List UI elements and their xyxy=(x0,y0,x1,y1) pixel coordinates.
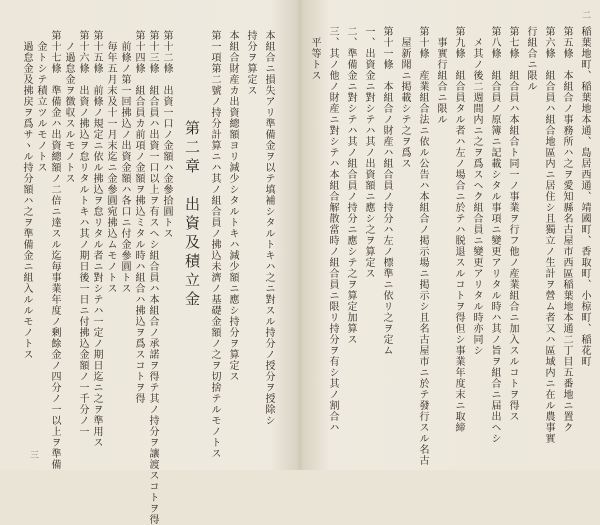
left-page xyxy=(0,0,298,525)
text-column: 第一項第二號ノ持分計算ニハ其ノ組合員ノ拂込未濟ノ基礎金額ノ之ヲ切捨テルモノトス xyxy=(209,30,220,459)
right-page-number: 二 xyxy=(582,11,592,21)
text-column: メ其ノ後二週間内ニ之ヲ爲スヘク組合員ニ變更アリタル時亦同シ xyxy=(471,26,482,356)
text-column: 第十三條 組合員ハ出資一口以上ヲ有スヘシ組合員ハ本組合ノ承諾ヲ得テ其ノ持分ヲ讓渡スコトヲ得 xyxy=(147,30,158,525)
text-column: 第八條 組合員ノ原簿ニ記載シタル事項ニ變更アリタル時ハ其ノ旨ヲ組合ニ届出ヘシ xyxy=(489,26,500,444)
text-column: ノ過怠金ヲ徴収スルモノトス xyxy=(63,30,74,184)
text-column: 二、準備金ニ對シテハ其ノ組合員ノ持分ニ應シテ之ヲ算定加算ス xyxy=(345,26,356,345)
text-column: 第十七條 準備金ハ出資總額ノ二倍ニ達スル迄毎事業年度ノ剰餘金ノ四分ノ一以上ヲ準備 xyxy=(49,30,60,470)
text-column: 第十一條 本組合ノ財産ハ組合員ノ持分ハ左ノ標準ニ依リ之ヲ定ム xyxy=(381,26,392,356)
text-column: 三、其ノ他ノ財産ニ對シテハ本組合解散當時ノ組合員ニ限リ持分ヲ有シ其ノ割合ハ xyxy=(327,26,338,433)
text-column: 毎年五月末及十一月末迄ニ金參圓宛拂込ムモノトス xyxy=(105,30,116,294)
right-page xyxy=(302,0,600,470)
text-column: 一、出資金ニ對シテハ其ノ出資額ニ應シ之ヲ算定ス xyxy=(363,26,374,279)
chapter-heading: 第二章 出資及積立金 xyxy=(183,120,201,310)
text-column: 第十五條 前條ノ規定ニ依ル拂込ヲ怠リタル者ニ對シテハ一定ノ期日迄ニ之ヲ準用ス xyxy=(91,30,102,448)
text-column: 第十條 産業組合法ニ依ル公告ハ本組合ノ掲示場ニ掲示シ且名古屋市ニ於テ發行スル名古 xyxy=(417,26,428,466)
text-column: 行組合ニ限ル xyxy=(525,26,536,92)
text-column: 第十四條 組合員カ前項ノ金額ヲ拂込ミタル時ハ組合ハ拂込ヲ爲スコトヲ得 xyxy=(133,30,144,404)
text-column: 第五條 本組合ノ事務所ハ之ヲ愛知縣名古屋市西區稲葉地本通二丁目五番地ニ置ク xyxy=(561,26,572,433)
text-column: 稲葉地町、稲葉地本通、島居西通、靖國町、香取町、小椋町、稲花町 xyxy=(579,26,590,367)
text-column: 事實行組合ニ限ル xyxy=(435,26,446,125)
text-column: 平等トス xyxy=(309,26,320,81)
text-column: 本組合ニ損失アリ準備金ヲ以テ填補シタルトキハ之ニ對スル持分ノ授分ヲ授除シ xyxy=(263,30,274,426)
text-column: 第十二條 出資一口ノ金額ハ金參拾圓トス xyxy=(161,30,172,239)
text-column: 第七條 組合員ハ本組合ト同一ノ事業ヲ行フ他ノ産業組合ニ加入スルコトヲ得ス xyxy=(507,26,518,422)
text-column: 第九條 組合員タル者ハ左ノ場合ニ於テハ脱退スルコトヲ得但シ事業年度末ニ取締 xyxy=(453,26,464,433)
text-column: 持分ヲ算定ス xyxy=(245,30,256,96)
left-page-number: 三 xyxy=(30,451,40,461)
text-column: 屋新聞ニ掲載シテ之ヲ爲ス xyxy=(399,26,410,169)
text-column: 前條ノ第一回拂込ノ出資金額ハ各口ニ付金參圓トス xyxy=(119,30,130,294)
text-column: 過怠金及拂戻ヲ爲サヽル持分額ハ之ヲ準備金ニ組入ルルモノトス xyxy=(21,30,32,360)
text-column: 第十六條 出資ノ拂込ヲ怠リタルトキハ其ノ期日後一日ニ付拂込金額ノ一千分ノ一 xyxy=(77,30,88,437)
text-column: 第六條 組合員ハ組合地區内ニ居住シ且獨立ノ生計ヲ營ム者又ハ區域内ニ在ル農事實 xyxy=(543,26,554,444)
text-column: 金トシテ積立ツルモノトス xyxy=(35,30,46,173)
text-column: 本組合財産カ出資總額ヨリ減少シタルトキハ減少額ニ應シ持分ヲ算定ス xyxy=(227,30,238,382)
